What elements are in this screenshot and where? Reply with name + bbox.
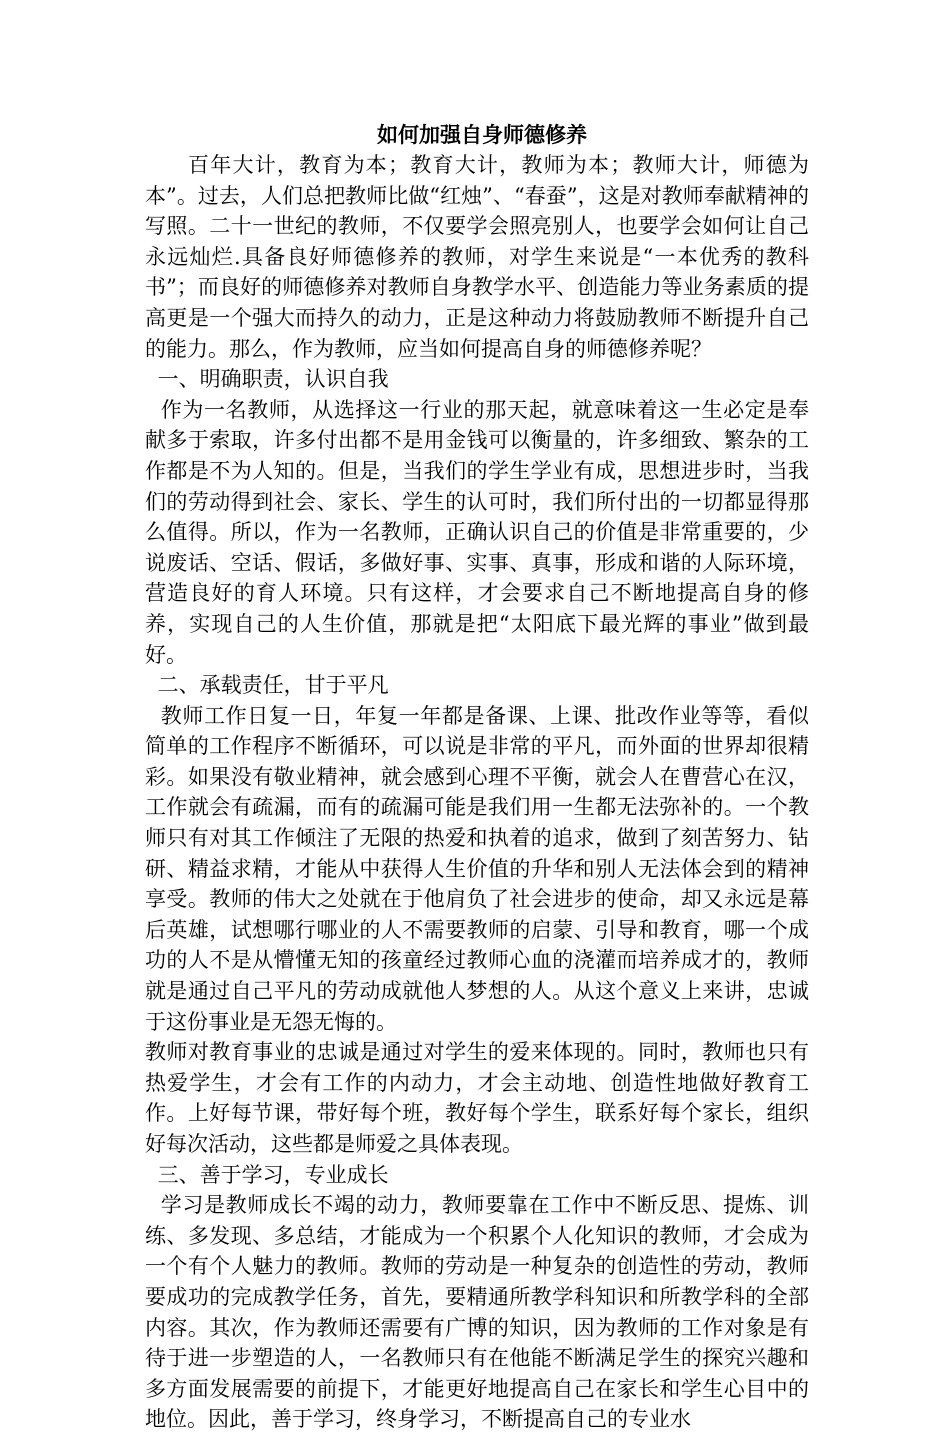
document-page [145,120,809,1435]
section-3-paragraph: 学习是教师成长不竭的动力，教师要靠在工作中不断反思、提炼、训练、多发现、多总结，才能成为一个积累个人化知识的教师，才会成为一个有个人魅力的教师。教师的劳动是一种复杂的创造性的劳动，教师要成功的完成教学任务，首先，要精通所教学科知识和所教学科的全部内容。其次，作为教师还需要有广博的知识，因为教师的工作对象是有待于进一步塑造的人，一名教师只有在他能不断满足学生的探究兴趣和多方面发展需要的前提下，才能更好地提高自己在家长和学生心目中的地位。因此，善于学习，终身学习，不断提高自己的专业水 [145,1193,809,1432]
section-heading-2: 二、承载责任，甘于平凡 [157,673,389,698]
section-heading-3: 三、善于学习，专业成长 [157,1162,389,1187]
section-1-paragraph: 作为一名教师，从选择这一行业的那天起，就意味着这一生必定是奉献多于索取，许多付出都不是用金钱可以衡量的，许多细致、繁杂的工作都是不为人知的。但是，当我们的学生学业有成，思想进步时，当我们的劳动得到社会、家长、学生的认可时，我们所付出的一切都显得那么值得。所以，作为一名教师，正确认识自己的价值是非常重要的，少说废话、空话、假话，多做好事、实事、真事，形成和谐的人际环境，营造良好的育人环境。只有这样，才会要求自己不断地提高自身的修养，实现自己的人生价值，那就是把“太阳底下最光辉的事业”做到最好。 [145,397,809,667]
intro-paragraph: 百年大计，教育为本；教育大计，教师为本；教师大计，师德为本”。过去，人们总把教师比做“红烛”、“春蚕”，这是对教师奉献精神的写照。二十一世纪的教师，不仅要学会照亮别人，也要学会如何让自己永远灿烂.具备良好师德修养的教师，对学生来说是“一本优秀的教科书”；而良好的师德修养对教师自身教学水平、创造能力等业务素质的提高更是一个强大而持久的动力，正是这种动力将鼓励教师不断提升自己的能力。那么，作为教师，应当如何提高自身的师德修养呢？ [145,153,809,361]
section-2-paragraph: 教师工作日复一日，年复一年都是备课、上课、批改作业等等，看似简单的工作程序不断循环，可以说是非常的平凡，而外面的世界却很精彩。如果没有敬业精神，就会感到心理不平衡，就会人在曹营心在汉，工作就会有疏漏，而有的疏漏可能是我们用一生都无法弥补的。一个教师只有对其工作倾注了无限的热爱和执着的追求，做到了刻苦努力、钻研、精益求精，才能从中获得人生价值的升华和别人无法体会到的精神享受。教师的伟大之处就在于他肩负了社会进步的使命，却又永远是幕后英雄，试想哪行哪业的人不需要教师的启蒙、引导和教育，哪一个成功的人不是从懵懂无知的孩童经过教师心血的浇灌而培养成才的，教师就是通过自己平凡的劳动成就他人梦想的人。从这个意义上来讲，忠诚于这份事业是无怨无悔的。 [145,703,809,1034]
section-2-paragraph-2: 教师对教育事业的忠诚是通过对学生的爱来体现的。同时，教师也只有热爱学生，才会有工作的内动力，才会主动地、创造性地做好教育工作。上好每节课，带好每个班，教好每个学生，联系好每个家长，组织好每次活动，这些都是师爱之具体表现。 [145,1040,809,1156]
section-heading-1: 一、明确职责，认识自我 [157,367,389,392]
document-title: 如何加强自身师德修养 [377,123,587,147]
